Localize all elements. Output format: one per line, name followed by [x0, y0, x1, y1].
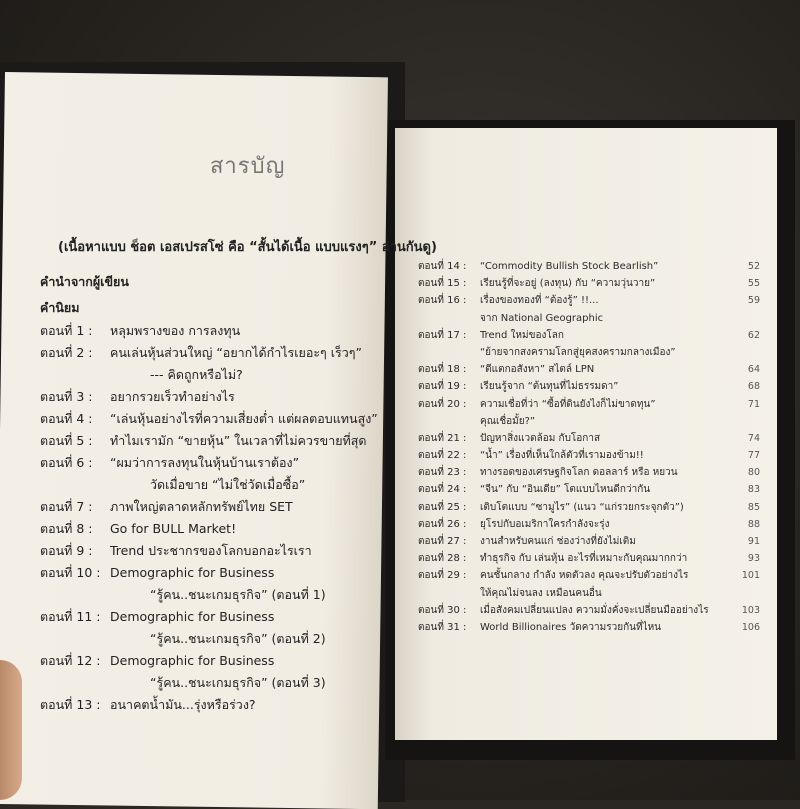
toc-entry-page: 106	[741, 621, 760, 633]
toc-entry-number: ตอนที่ 10 :	[40, 565, 101, 580]
toc-entry	[418, 619, 778, 636]
toc-entry	[40, 584, 380, 606]
toc-entry-number: ตอนที่ 26 :	[418, 518, 467, 530]
toc-entry-title: “ตีแตกอสังหา” สไตล์ LPN	[480, 364, 595, 376]
toc-entry-title: อนาคตน้ำมัน...รุ่งหรือร่วง?	[110, 697, 256, 712]
toc-entry	[418, 499, 778, 516]
toc-entry	[418, 585, 778, 602]
toc-entry-page: 64	[747, 364, 760, 376]
toc-entry-number: ตอนที่ 16 :	[418, 295, 467, 307]
toc-entry	[40, 606, 380, 628]
toc-entry-title: อยากรวยเร็วทำอย่างไร	[110, 389, 235, 404]
toc-entry-number: ตอนที่ 24 :	[418, 484, 467, 496]
toc-entry-title: เมื่อสังคมเปลี่ยนแปลง ความมั่งคั่งจะเปลี่ยนมืออย่างไร	[480, 604, 709, 616]
toc-entry-number: ตอนที่ 31 :	[418, 621, 467, 633]
toc-entry-number: ตอนที่ 28 :	[418, 553, 467, 565]
toc-entry	[418, 292, 778, 309]
toc-entry-number: ตอนที่ 17 :	[418, 329, 467, 341]
toc-entry-title: เรียนรู้จาก “ต้นทุนที่ไม่ธรรมดา”	[480, 381, 619, 393]
toc-entry-number: ตอนที่ 7 :	[40, 499, 93, 514]
toc-entry-title: “ผมว่าการลงทุนในหุ้นบ้านเราต้อง”	[110, 455, 300, 470]
toc-entry-number: ตอนที่ 11 :	[40, 609, 101, 624]
toc-entry-title: Demographic for Business	[110, 565, 275, 580]
toc-entry-number: ตอนที่ 4 :	[40, 411, 93, 426]
toc-entry-number: ตอนที่ 30 :	[418, 604, 467, 616]
toc-entry	[40, 562, 380, 584]
toc-entry-title: ปัญหาสิ่งแวดล้อม กับโอกาส	[480, 432, 601, 444]
toc-entry-title: คนเล่นหุ้นส่วนใหญ่ “อยากได้กำไรเยอะๆ เร็วๆ”	[110, 345, 362, 360]
toc-entry	[40, 408, 380, 430]
toc-entry-number: ตอนที่ 14 :	[418, 261, 467, 272]
toc-entry-title: ภาพใหญ่ตลาดหลักทรัพย์ไทย SET	[110, 499, 293, 514]
toc-entry	[40, 650, 380, 672]
toc-entry	[418, 447, 778, 464]
toc-entry-continuation: “รู้คน..ชนะเกมธุรกิจ” (ตอนที่ 2)	[150, 631, 326, 646]
toc-entry-title: คนชั้นกลาง กำลัง หดตัวลง คุณจะปรับตัวอย่างไร	[480, 570, 689, 582]
toc-entry-page: 91	[747, 536, 760, 547]
toc-entry	[40, 342, 380, 364]
toc-entry-continuation: “ย้ายจากสงครามโลกสู่ยุคสงครามกลางเมือง”	[480, 346, 676, 358]
toc-entry-number: ตอนที่ 18 :	[418, 364, 467, 376]
toc-entry-title: Trend ใหม่ของโลก	[480, 329, 564, 341]
toc-entry	[40, 496, 380, 518]
toc-subtitle: (เนื้อหาแบบ ช็อต เอสเปรสโซ่ คือ “สั้นได้เนื้อ แบบแรงๆ” อ่านกันดู)	[58, 240, 437, 255]
toc-entry-page: 74	[747, 432, 760, 444]
toc-entry-title: Trend ประชากรของโลกบอกอะไรเรา	[110, 543, 312, 558]
toc-entry-number: ตอนที่ 1 :	[40, 323, 93, 338]
toc-entry-page: 101	[741, 570, 760, 582]
toc-entry	[418, 327, 778, 344]
toc-entry	[418, 567, 778, 584]
toc-entry	[40, 386, 380, 408]
toc-entry-number: ตอนที่ 20 :	[418, 398, 467, 410]
toc-entry	[40, 474, 380, 496]
toc-entry-title: หลุมพรางของ การลงทุน	[110, 323, 241, 338]
toc-entry-title: งานสำหรับคนแก่ ช่องว่างที่ยังไม่เติม	[480, 536, 636, 547]
toc-entry	[40, 672, 380, 694]
toc-entry	[418, 275, 778, 292]
toc-entry-title: “Commodity Bullish Stock Bearlish”	[480, 261, 659, 272]
toc-entry	[418, 378, 778, 395]
toc-entry-title: ทำธุรกิจ กับ เล่นหุ้น อะไรที่เหมาะกับคุณมากกว่า	[480, 553, 688, 565]
toc-entry-number: ตอนที่ 3 :	[40, 389, 93, 404]
toc-entry-page: 55	[747, 278, 760, 290]
section-foreword: คำนำจากผู้เขียน	[40, 274, 129, 289]
toc-entry	[40, 452, 380, 474]
toc-entry	[40, 518, 380, 540]
toc-entry-title: เรื่องของทองที่ “ต้องรู้” !!...	[480, 295, 599, 307]
toc-entry-title: ยุโรปกับอเมริกาใครกำลังจะรุ่ง	[480, 518, 610, 530]
toc-entry	[418, 258, 778, 275]
toc-entry-page: 93	[747, 553, 760, 565]
toc-entry-number: ตอนที่ 19 :	[418, 381, 467, 393]
toc-entry-number: ตอนที่ 5 :	[40, 433, 93, 448]
toc-entry-title: Go for BULL Market!	[110, 521, 237, 536]
toc-entry-continuation: --- คิดถูกหรือไม่?	[150, 367, 243, 382]
toc-entry-number: ตอนที่ 12 :	[40, 653, 101, 668]
toc-entry	[418, 602, 778, 619]
toc-entry	[40, 430, 380, 452]
toc-entry-page: 83	[747, 484, 760, 496]
toc-entry-page: 59	[747, 295, 760, 307]
left-toc-list	[40, 268, 380, 716]
toc-entry	[40, 694, 380, 716]
toc-entry-title: เรียนรู้ที่จะอยู่ (ลงทุน) กับ “ความวุ่นวาย”	[480, 278, 656, 290]
toc-entry	[418, 344, 778, 361]
toc-entry	[418, 550, 778, 567]
toc-entry-page: 71	[747, 398, 760, 410]
toc-entry-page: 52	[747, 261, 760, 272]
toc-entry-number: ตอนที่ 29 :	[418, 570, 467, 582]
toc-entry-continuation: “รู้คน..ชนะเกมธุรกิจ” (ตอนที่ 1)	[150, 587, 326, 602]
toc-entry	[418, 481, 778, 498]
toc-entry	[418, 430, 778, 447]
toc-entry	[418, 361, 778, 378]
toc-entry-number: ตอนที่ 25 :	[418, 501, 467, 513]
toc-entry-page: 80	[747, 467, 760, 479]
section-preface: คำนิยม	[40, 300, 80, 315]
toc-heading: สารบัญ	[210, 154, 286, 179]
toc-entry-title: “จีน” กับ “อินเดีย” โตแบบไหนดีกว่ากัน	[480, 484, 651, 496]
toc-entry-continuation: วัดเมื่อขาย “ไม่ใช่วัดเมื่อซื้อ”	[150, 477, 306, 492]
toc-entry-page: 88	[747, 518, 760, 530]
toc-entry-number: ตอนที่ 9 :	[40, 543, 93, 558]
toc-entry	[418, 464, 778, 481]
toc-entry-title: Demographic for Business	[110, 609, 275, 624]
right-toc-list	[418, 258, 778, 636]
toc-entry-number: ตอนที่ 21 :	[418, 432, 467, 444]
toc-entry	[40, 320, 380, 342]
toc-entry-page: 103	[741, 604, 760, 616]
toc-entry-title: World Billionaires วัดความรวยกันที่ไหน	[480, 621, 662, 633]
toc-entry	[418, 413, 778, 430]
toc-entry-title: ความเชื่อที่ว่า “ซื้อที่ดินยังไงก็ไม่ขาดทุน”	[480, 398, 656, 410]
toc-entry	[40, 364, 380, 386]
toc-entry-number: ตอนที่ 8 :	[40, 521, 93, 536]
toc-entry-continuation: “รู้คน..ชนะเกมธุรกิจ” (ตอนที่ 3)	[150, 675, 326, 690]
toc-entry-continuation: ให้คุณไม่จนลง เหมือนคนอื่น	[480, 587, 602, 599]
toc-entry-continuation: จาก National Geographic	[480, 312, 604, 324]
toc-entry-title: Demographic for Business	[110, 653, 275, 668]
toc-entry	[418, 516, 778, 533]
toc-entry-number: ตอนที่ 22 :	[418, 450, 467, 462]
toc-entry-number: ตอนที่ 23 :	[418, 467, 467, 479]
toc-entry-continuation: คุณเชื่อมั้ย?”	[480, 415, 536, 427]
toc-entry-page: 77	[747, 450, 760, 462]
toc-entry-number: ตอนที่ 27 :	[418, 536, 467, 547]
toc-entry-title: ทำไมเรามัก “ขายหุ้น” ในเวลาที่ไม่ควรขายที่สุด	[110, 433, 367, 448]
toc-entry	[418, 533, 778, 550]
toc-entry-number: ตอนที่ 6 :	[40, 455, 93, 470]
toc-entry-title: ทางรอดของเศรษฐกิจโลก ดอลลาร์ หรือ หยวน	[480, 467, 678, 479]
toc-entry	[418, 396, 778, 413]
toc-entry-page: 85	[747, 501, 760, 513]
toc-entry-number: ตอนที่ 15 :	[418, 278, 467, 290]
toc-entry-page: 62	[747, 329, 760, 341]
toc-entry-title: เติบโตแบบ “ซามูไร” (แนว “แก่รวยกระจุกตัว”)	[480, 501, 684, 513]
thumb	[0, 660, 22, 800]
toc-entry-page: 68	[747, 381, 760, 393]
toc-entry	[40, 628, 380, 650]
toc-entry	[40, 540, 380, 562]
toc-entry-title: “น้ำ” เรื่องที่เห็นใกล้ตัวที่เรามองข้าม!!	[480, 450, 644, 462]
toc-entry-number: ตอนที่ 13 :	[40, 697, 101, 712]
toc-entry-title: “เล่นหุ้นอย่างไรที่ความเสี่ยงต่ำ แต่ผลตอบแทนสูง”	[110, 411, 378, 426]
toc-entry-number: ตอนที่ 2 :	[40, 345, 93, 360]
toc-entry	[418, 310, 778, 327]
